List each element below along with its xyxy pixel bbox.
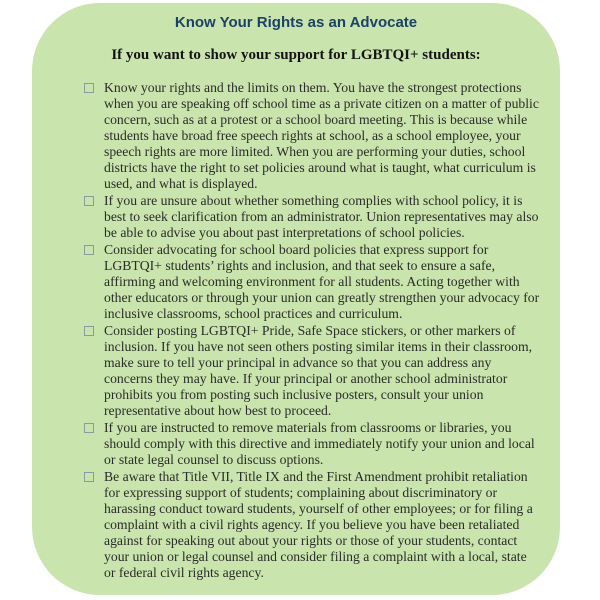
list-item [84, 323, 540, 419]
list-item [84, 420, 540, 468]
list-item-text: Consider posting LGBTQI+ Pride, Safe Space stickers, or other markers of inclusion. If you have not seen others posting similar items in their classroom, make sure to tell your principal in advance so that you can address any concerns they may have. If your principal or another school administrator prohibits you from posting such inclusive posters, consult your union representative about how best to proceed. [104, 323, 533, 418]
checkbox-bullet-icon [84, 423, 94, 433]
list-item-text: Consider advocating for school board policies that express support for LGBTQI+ students’ rights and inclusion, and that seek to ensure a safe, affirming and welcoming environment for all students. Acting together with other educators or through your union can greatly strengthen your advocacy for inclusive classrooms, school practices and curriculum. [104, 242, 540, 321]
checkbox-bullet-icon [84, 196, 94, 206]
checkbox-bullet-icon [84, 245, 94, 255]
checkbox-bullet-icon [84, 472, 94, 482]
checkbox-bullet-icon [84, 326, 94, 336]
list-item-text: If you are unsure about whether something complies with school policy, it is best to seek clarification from an administrator. Union representatives may also be able to advise you about past interpretations of school policies. [104, 193, 539, 240]
bullet-list [84, 80, 540, 581]
page-subtitle: If you want to show your support for LGBTQI+ students: [111, 47, 481, 63]
list-item-text: Be aware that Title VII, Title IX and the First Amendment prohibit retaliation for expressing support of students; complaining about discriminatory or harassing conduct toward students, yourself of other employees; or for filing a complaint with a civil rights agency. If you believe you have been retaliated against for speaking out about your rights or those of your students, contact your union or legal counsel and consider filing a complaint with a local, state or federal civil rights agency. [104, 469, 533, 580]
list-item [84, 469, 540, 581]
list-item [84, 80, 540, 192]
list-item [84, 193, 540, 241]
checkbox-bullet-icon [84, 83, 94, 93]
list-item [84, 242, 540, 322]
page-title: Know Your Rights as an Advocate [174, 14, 418, 31]
list-item-text: Know your rights and the limits on them. You have the strongest protections when you are speaking off school time as a private citizen on a matter of public concern, such as at a protest or a school board meeting. This is because while students have broad free speech rights at school, as a school employee, your speech rights are more limited. When you are performing your duties, school districts have the right to set policies around what is taught, what curriculum is used, and what is displayed. [104, 80, 539, 191]
advocate-rights-card [32, 3, 560, 595]
list-item-text: If you are instructed to remove materials from classrooms or libraries, you should comply with this directive and immediately notify your union and local or state legal counsel to discuss options. [104, 420, 535, 467]
